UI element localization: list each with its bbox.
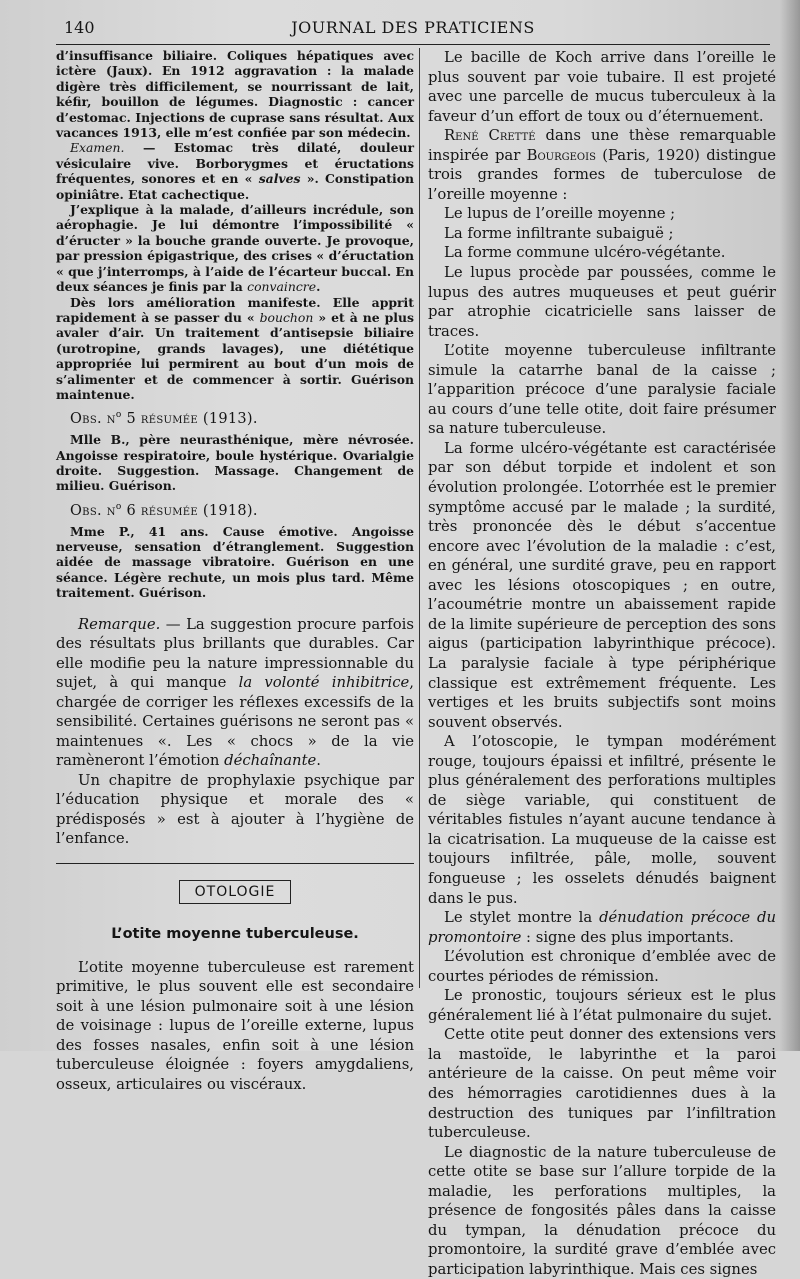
text-run: dans une thèse remarquable inspirée par	[428, 127, 777, 164]
obs-6-body	[56, 524, 414, 601]
running-head	[56, 16, 770, 45]
paragraph: d’insuffisance biliaire. Coliques hépatiques avec ictère (Jaux). En 1912 aggravation : la malade digère très difficilement, se nourrissant de lait, kéfir, bouillon de légumes. Diagnostic : cancer d’estomac. Injections de cuprase sans résultat. Aux vacances 1913, elle m’est confiée par son médecin.	[56, 48, 414, 141]
paragraph: L’évolution est chronique d’emblée avec de courtes périodes de rémission.	[428, 948, 776, 985]
paragraph	[56, 295, 414, 403]
paragraph: Le bacille de Koch arrive dans l’oreille le plus souvent par voie tubaire. Il est projeté avec une parcelle de mucus tuberculeux à la faveur d’un effort de toux ou d’éternuement.	[428, 49, 776, 125]
text-run: Obs. n	[70, 502, 116, 519]
section-heading: OTOLOGIE	[179, 880, 291, 904]
text-italic: la volonté inhibitrice	[238, 674, 410, 692]
text-run: Dès lors amélioration manifeste. Elle apprit rapidement à se passer du «	[56, 294, 414, 325]
journal-title: JOURNAL DES PRATICIENS	[291, 18, 535, 37]
text-run: .	[316, 279, 321, 295]
paragraph: Cette otite peut donner des extensions vers la mastoïde, le labyrinthe et la paroi antérieure de la caisse. On peut même voir des hémorragies carotidiennes dues à la destruction des tuniques par l’infiltration tuberculeuse.	[428, 1026, 776, 1142]
remarque-block	[56, 615, 414, 849]
author-name: René Cretté	[444, 127, 536, 145]
paragraph: Mlle B., père neurasthénique, mère névrosée. Angoisse respiratoire, boule hystérique. Ovarialgie droite. Suggestion. Massage. Changement de milieu. Guérison.	[56, 432, 414, 494]
list-item: La forme infiltrante subaiguë ;	[444, 224, 674, 242]
obs-5-body	[56, 432, 414, 494]
article-title: L’otite moyenne tuberculeuse.	[111, 925, 359, 942]
paragraph	[428, 908, 776, 947]
article-intro	[56, 958, 414, 1095]
text-run: ». Constipation opiniâtre. Etat cachectique.	[56, 171, 414, 202]
paragraph: Le pronostic, toujours sérieux est le plus généralement lié à l’état pulmonaire du sujet.	[428, 987, 776, 1024]
column-divider	[419, 48, 420, 988]
paragraph: A l’otoscopie, le tympan modérément rouge, toujours épaissi et infiltré, présente le plus généralement des perforations multiples de siège variable, qui constituent de véritables fistules n’ayant aucune tendance à la cicatrisation. La muqueuse de la caisse est toujours infiltrée, pâle, molle, souvent fongueuse ; les osselets dénudés baignent dans le pus.	[428, 733, 776, 907]
text-italic: convaincre	[247, 279, 317, 295]
text-sup: o	[115, 410, 122, 421]
examen-lead: Examen.	[70, 140, 125, 156]
paragraph-examen	[56, 140, 414, 202]
text-italic: déchaînante	[224, 752, 317, 770]
page-edge-shadow	[780, 0, 800, 1051]
text-run: 6 résumée (1918).	[121, 502, 258, 519]
paragraph: La forme ulcéro-végétante est caractérisée par son début torpide et indolent et son évolution prolongée. L’otorrhée est le premier symptôme accusé par le malade ; la surdité, très prononcée dès le début s’accentue encore avec l’évolution de la maladie : c’est, en général, une surdité grave, peu en rapport avec les lésions otoscopiques ; en outre, l’acoumétrie montre un abaissement rapide de la limite supérieure de perception des sons aigus (participation labyrinthique précoce). La paralysie faciale à type périphérique classique est extrêmement fréquente. Les vertiges et les bruits subjectifs sont moins souvent observés.	[428, 439, 776, 731]
page-number: 140	[64, 18, 95, 37]
text-run: .	[316, 752, 321, 770]
right-column	[428, 48, 776, 1279]
text-italic: dénudation précoce du promontoire	[428, 909, 776, 946]
remarque-lead: Remarque.	[78, 615, 161, 633]
text-run: (Paris, 1920) distingue trois grandes formes de tuberculose de l’oreille moyenne :	[428, 146, 777, 203]
text-run: — La suggestion procure parfois des résultats plus brillants que durables. Car elle modifie peu la nature impressionnable du sujet, à qui manque	[56, 615, 414, 692]
text-run: » et à ne plus avaler d’air. Un traitement d’antisepsie biliaire (urotropine, grands lavages), une diététique appropriée lui permirent au bout d’un mois de s’alimenter et de commencer à sortir. Guérison maintenue.	[56, 309, 414, 402]
left-column	[56, 48, 414, 1094]
text-run: : signe des plus importants.	[521, 928, 734, 946]
text-run: Obs. n	[70, 411, 116, 428]
list-item: La forme commune ulcéro-végétante.	[444, 244, 726, 262]
text-sup: o	[115, 501, 122, 512]
paragraph-remarque	[56, 615, 414, 771]
paragraph: Le lupus procède par poussées, comme le lupus des autres muqueuses et peut guérir par atrophie cicatricielle sans laisser de traces.	[428, 264, 776, 340]
text-run: J’explique à la malade, d’ailleurs incrédule, son aérophagie. Je lui démontre l’impossibilité « d’éructer » la bouche grande ouverte. Je provoque, par pression épigastrique, des crises « d’éructation « que j’interromps, à l’aide de l’écarteur buccal. En deux séances je finis par la	[56, 202, 414, 295]
paragraph	[428, 126, 776, 204]
text-run: — Estomac très dilaté, douleur vésiculaire vive. Borborygmes et éructations fréquentes, sonores et en «	[56, 140, 414, 187]
paragraph: L’otite moyenne tuberculeuse infiltrante simule la catarrhe banal de la caisse ; l’apparition précoce d’une paralysie faciale au cours d’une telle otite, doit faire présumer sa nature tuberculeuse.	[428, 342, 776, 438]
paragraph: L’otite moyenne tuberculeuse est rarement primitive, le plus souvent elle est secondaire soit à une lésion pulmonaire soit à une lésion de voisinage : lupus de l’oreille externe, lupus des fosses nasales, enfin soit à une lésion tuberculeuse éloignée : foyers amygdaliens, osseux, articulaires ou viscéraux.	[56, 958, 414, 1093]
case-notes	[56, 48, 414, 402]
paragraph	[56, 202, 414, 294]
section-rule	[56, 863, 414, 864]
text-run: Le stylet montre la	[444, 909, 600, 927]
text-run: 5 résumée (1913).	[121, 411, 258, 428]
text-italic: salves	[258, 171, 301, 187]
paragraph: Le diagnostic de la nature tuberculeuse de cette otite se base sur l’allure torpide de la maladie, les perforations multiples, la présence de fongosités pâles dans la caisse du tympan, la dénudation précoce du promontoire, la surdité grave d’emblée avec participation labyrinthique. Mais ces signes	[428, 1143, 776, 1278]
author-name: Bourgeois	[526, 146, 596, 164]
list-item: Le lupus de l’oreille moyenne ;	[444, 205, 676, 223]
text-run: , chargée de corriger les réflexes excessifs de la sensibilité. Certaines guérisons ne seront pas « maintenues «. Les « chocs » de la vie ramèneront l’émotion	[56, 674, 414, 770]
text-italic: bouchon	[259, 309, 314, 325]
paragraph: Mme P., 41 ans. Cause émotive. Angoisse nerveuse, sensation d’étranglement. Suggestion aidée de massage vibratoire. Guérison en une séance. Légère rechute, un mois plus tard. Même traitement. Guérison.	[56, 523, 414, 601]
obs-6-heading	[70, 502, 414, 519]
paragraph: Un chapitre de prophylaxie psychique par l’éducation physique et morale des « prédisposés » est à ajouter à l’hygiène de l’enfance.	[56, 771, 414, 848]
obs-5-heading	[70, 410, 414, 427]
